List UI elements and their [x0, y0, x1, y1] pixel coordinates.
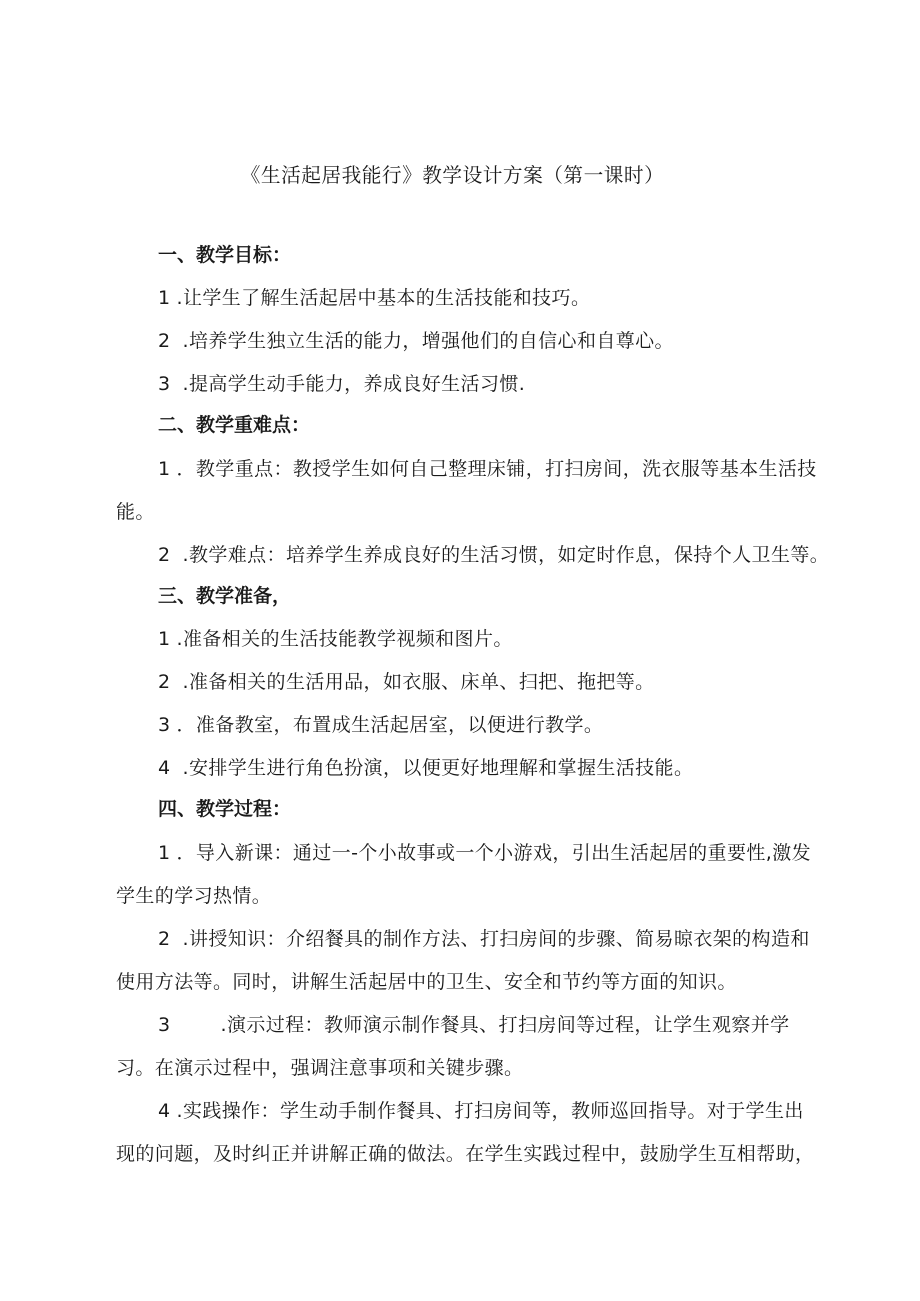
objective-item-2: [158, 326, 674, 356]
item-number: 2: [158, 671, 171, 693]
process-item-2: [158, 924, 810, 954]
preparation-item-3: [158, 710, 603, 740]
item-number: 2: [158, 928, 171, 950]
item-text: .演示过程：教师演示制作餐具、打扫房间等过程，让学生观察并学: [220, 1014, 790, 1036]
objective-item-1: [158, 283, 590, 313]
preparation-item-4: [158, 753, 693, 783]
item-text: ．准备教室，布置成生活起居室，以便进行教学。: [176, 714, 604, 736]
item-number: 1: [158, 287, 171, 309]
process-item-1: [158, 838, 811, 868]
item-number: 4: [158, 1100, 171, 1122]
preparation-item-1: [158, 624, 513, 654]
section-heading-objectives: 一、教学目标：: [158, 244, 292, 266]
key-point-item-1-continued: 能。: [116, 501, 155, 523]
process-item-4: [158, 1096, 804, 1126]
process-item-3-continued: 习。在演示过程中，强调注意事项和关键步骤。: [116, 1057, 524, 1079]
process-item-2-continued: 使用方法等。同时，讲解生活起居中的卫生、安全和节约等方面的知识。: [116, 971, 737, 993]
item-text: .实践操作：学生动手制作餐具、打扫房间等，教师巡回指导。对于学生出: [176, 1100, 804, 1122]
preparation-item-2: [158, 667, 655, 697]
process-item-3: [158, 1010, 790, 1040]
item-text: .培养学生独立生活的能力，增强他们的自信心和自尊心。: [182, 330, 674, 352]
item-number: 4: [158, 757, 171, 779]
item-text: ．教学重点：教授学生如何自己整理床铺，打扫房间，洗衣服等基本生活技: [176, 458, 817, 480]
item-text: .准备相关的生活技能教学视频和图片。: [176, 628, 513, 650]
item-text: ．导入新课：通过一-个小故事或一个小游戏，引出生活起居的重要性,激发: [176, 842, 811, 864]
item-number: 2: [158, 544, 171, 566]
document-title: 《生活起居我能行》教学设计方案（第一课时）: [240, 163, 665, 187]
process-item-1-continued: 学生的学习热情。: [116, 885, 272, 907]
section-heading-process: 四、教学过程：: [158, 798, 292, 820]
section-heading-preparation: 三、教学准备，: [158, 585, 292, 607]
item-text: .安排学生进行角色扮演，以便更好地理解和掌握生活技能。: [182, 757, 694, 779]
key-point-item-2: [158, 540, 829, 570]
item-text: .提高学生动手能力，养成良好生活习惯.: [182, 373, 526, 395]
item-number: 1: [158, 458, 171, 480]
item-number: 2: [158, 330, 171, 352]
item-text: .准备相关的生活用品，如衣服、床单、扫把、拖把等。: [182, 671, 655, 693]
item-number: 1: [158, 628, 171, 650]
item-number: 3: [158, 373, 171, 395]
key-point-item-1: [158, 454, 817, 484]
process-item-4-continued: 现的问题，及时纠正并讲解正确的做法。在学生实践过程中，鼓励学生互相帮助，: [116, 1143, 815, 1165]
item-text: .让学生了解生活起居中基本的生活技能和技巧。: [176, 287, 591, 309]
item-number: 3: [158, 714, 171, 736]
item-number: 1: [158, 842, 171, 864]
item-text: .讲授知识：介绍餐具的制作方法、打扫房间的步骤、简易晾衣架的构造和: [182, 928, 810, 950]
item-text: .教学难点：培养学生养成良好的生活习惯，如定时作息，保持个人卫生等。: [182, 544, 830, 566]
objective-item-3: [158, 369, 525, 399]
section-heading-key-points: 二、教学重难点：: [158, 414, 311, 436]
item-number: 3: [158, 1014, 171, 1036]
